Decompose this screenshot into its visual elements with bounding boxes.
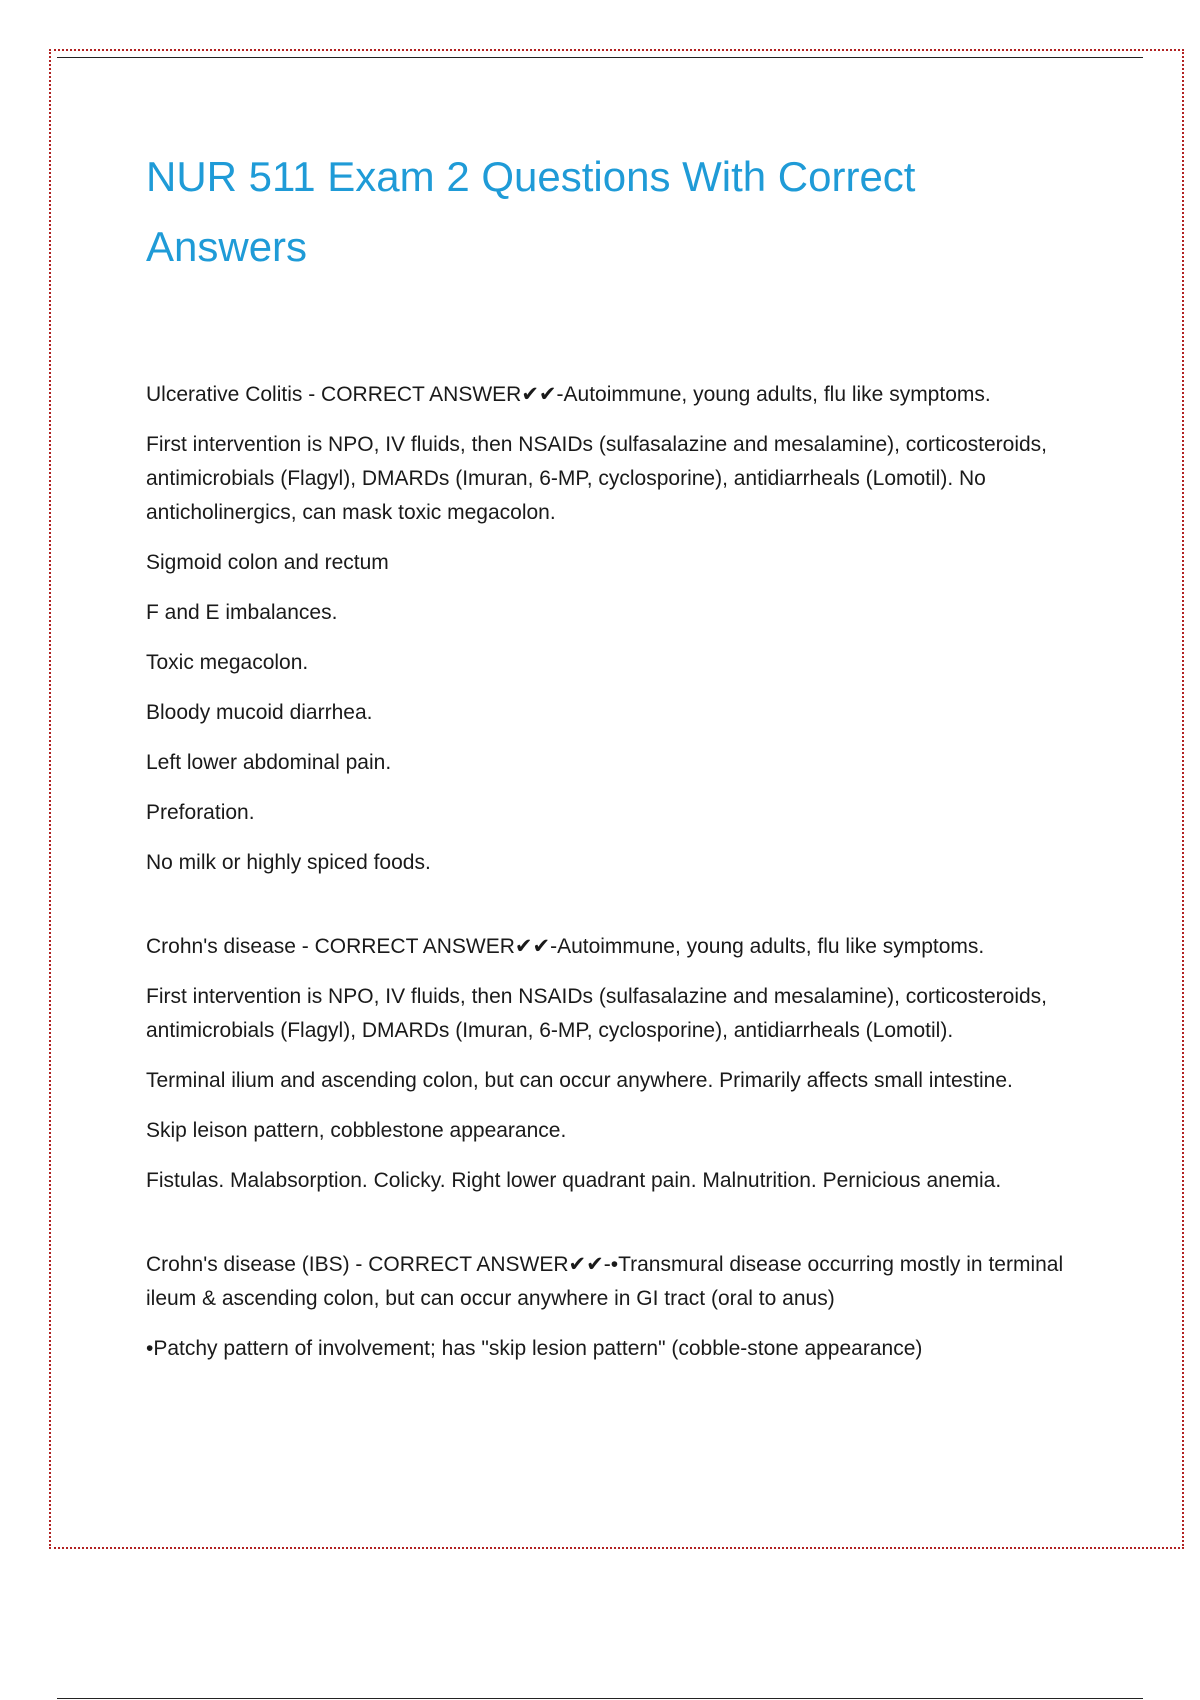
qa-paragraph: F and E imbalances. [146, 601, 338, 624]
qa-crohns-disease [146, 930, 1106, 1198]
top-rule [57, 57, 1143, 58]
qa-paragraph: Terminal ilium and ascending colon, but can occur anywhere. Primarily affects small intestine. [146, 1069, 1013, 1092]
qa-paragraph: First intervention is NPO, IV fluids, then NSAIDs (sulfasalazine and mesalamine), corticosteroids, antimicrobials (Flagyl), DMARDs (Imuran, 6-MP, cyclosporine), antidiarrheals (Lomotil). No anticholinergics, can mask toxic megacolon. [146, 433, 1048, 524]
qa-paragraph: Sigmoid colon and rectum [146, 551, 389, 574]
qa-sections [146, 378, 1106, 1366]
qa-paragraph: Preforation. [146, 801, 255, 824]
qa-paragraph: Skip leison pattern, cobblestone appearance. [146, 1119, 567, 1142]
qa-crohns-disease-ibs [146, 1248, 1106, 1366]
qa-paragraph: •Patchy pattern of involvement; has "skip lesion pattern" (cobble-stone appearance) [146, 1337, 923, 1360]
qa-paragraph: Crohn's disease (IBS) - CORRECT ANSWER✔✔-•Transmural disease occurring mostly in terminal ileum & ascending colon, but can occur anywhere in GI tract (oral to anus) [146, 1253, 1064, 1310]
qa-paragraph: Crohn's disease - CORRECT ANSWER✔✔-Autoimmune, young adults, flu like symptoms. [146, 935, 985, 958]
qa-ulcerative-colitis [146, 378, 1106, 880]
qa-paragraph: No milk or highly spiced foods. [146, 851, 431, 874]
qa-paragraph: Bloody mucoid diarrhea. [146, 701, 373, 724]
bottom-rule [57, 1698, 1143, 1699]
qa-paragraph: First intervention is NPO, IV fluids, then NSAIDs (sulfasalazine and mesalamine), corticosteroids, antimicrobials (Flagyl), DMARDs (Imuran, 6-MP, cyclosporine), antidiarrheals (Lomotil). [146, 985, 1048, 1042]
qa-paragraph: Toxic megacolon. [146, 651, 309, 674]
document-body [146, 142, 1106, 1416]
qa-paragraph: Left lower abdominal pain. [146, 751, 392, 774]
qa-paragraph: Ulcerative Colitis - CORRECT ANSWER✔✔-Autoimmune, young adults, flu like symptoms. [146, 383, 991, 406]
qa-paragraph: Fistulas. Malabsorption. Colicky. Right lower quadrant pain. Malnutrition. Pernicious anemia. [146, 1169, 1002, 1192]
document-title: NUR 511 Exam 2 Questions With Correct Answers [146, 153, 916, 270]
